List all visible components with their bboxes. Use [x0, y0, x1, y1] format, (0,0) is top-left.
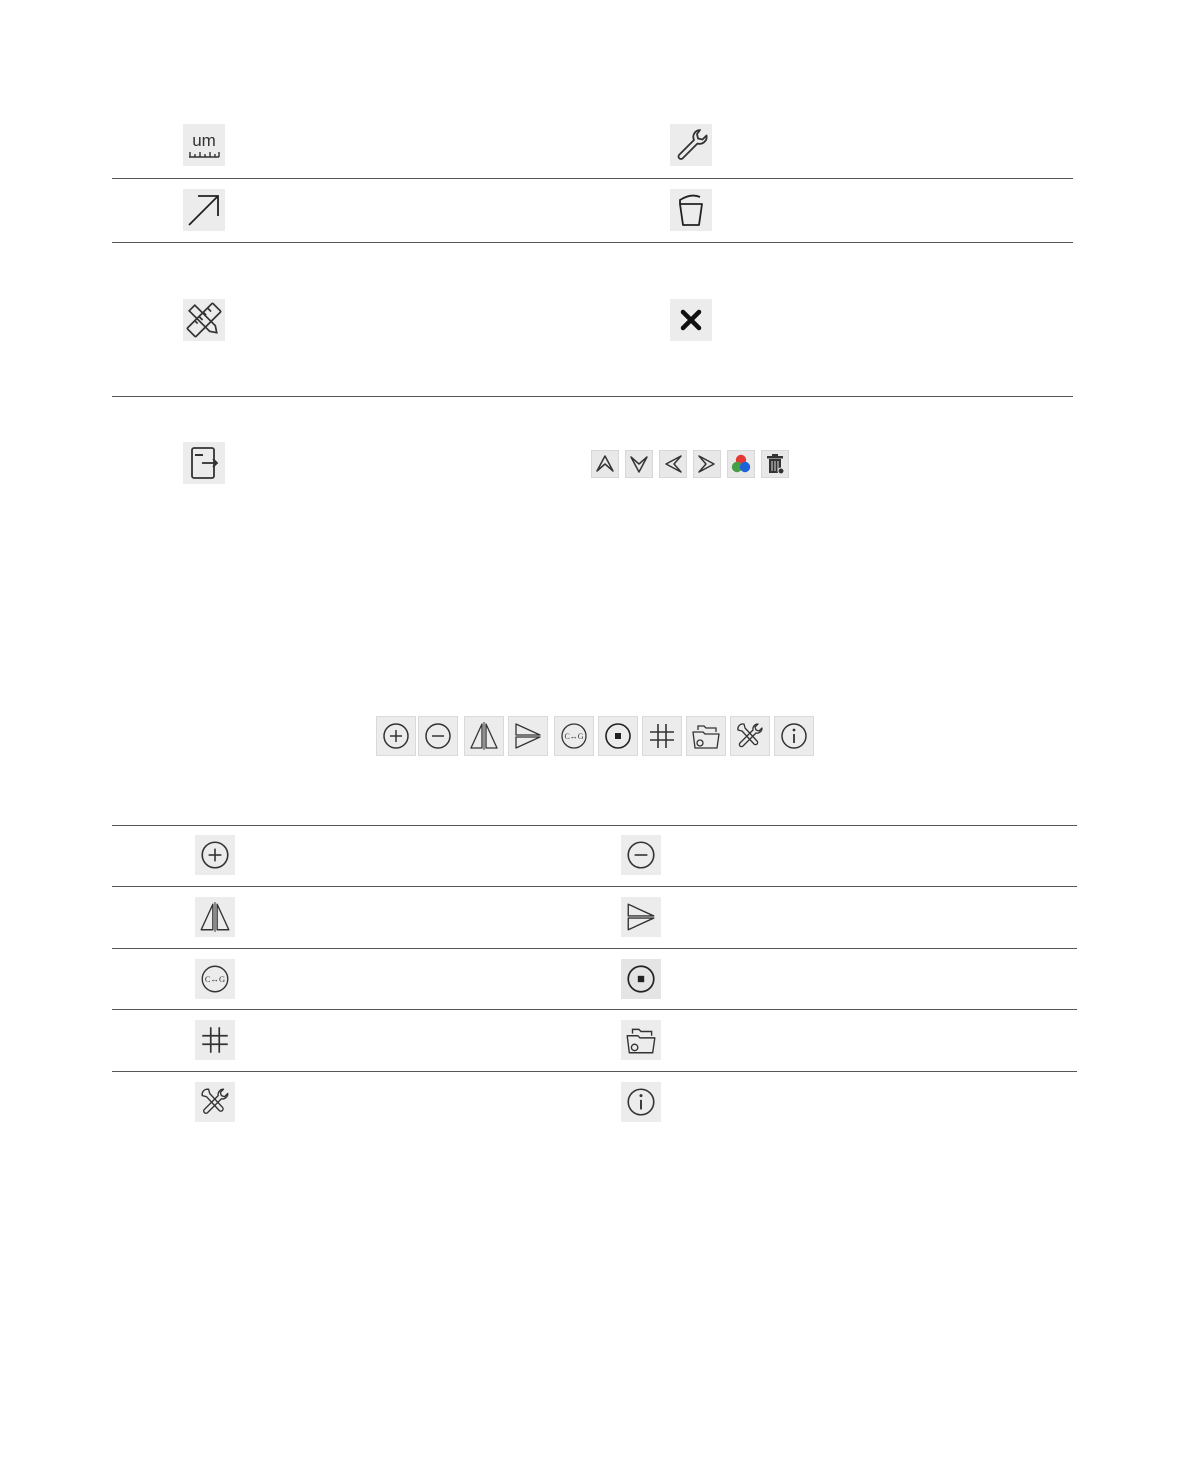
grid-button[interactable] — [195, 1020, 235, 1060]
record-icon — [602, 720, 634, 752]
divider — [112, 886, 1077, 887]
ruler-pencil-icon — [183, 299, 225, 341]
flip-vertical-icon — [512, 720, 544, 752]
grid-icon — [198, 1023, 232, 1057]
info-button[interactable] — [621, 1082, 661, 1122]
folder-button[interactable] — [686, 716, 726, 756]
arrow-right-icon — [694, 451, 720, 477]
record-button[interactable] — [598, 716, 638, 756]
wrench-icon — [670, 124, 712, 166]
divider — [112, 396, 1073, 397]
convert-button[interactable] — [554, 716, 594, 756]
zoom-in-button[interactable] — [376, 716, 416, 756]
flip-vertical-button[interactable] — [508, 716, 548, 756]
convert-icon — [198, 962, 232, 996]
small-toolbar — [591, 450, 793, 478]
um-ruler-button[interactable] — [183, 124, 225, 166]
flip-horizontal-icon — [468, 720, 500, 752]
grid-button[interactable] — [642, 716, 682, 756]
zoom-in-button[interactable] — [195, 835, 235, 875]
divider — [112, 1009, 1077, 1010]
flip-horizontal-button[interactable] — [195, 897, 235, 937]
zoom-in-icon — [380, 720, 412, 752]
tools-button[interactable] — [730, 716, 770, 756]
bottom-icon-table — [0, 800, 1191, 1140]
divider — [112, 1071, 1077, 1072]
trash-icon — [762, 451, 788, 477]
divider — [112, 948, 1077, 949]
record-icon — [624, 962, 658, 996]
zoom-out-button[interactable] — [418, 716, 458, 756]
arrow-tool-button[interactable] — [183, 189, 225, 231]
arrow-up-button[interactable] — [591, 450, 619, 478]
bucket-button[interactable] — [670, 189, 712, 231]
arrow-down-button[interactable] — [625, 450, 653, 478]
flip-vertical-button[interactable] — [621, 897, 661, 937]
tools-icon — [734, 720, 766, 752]
rgb-color-icon — [728, 451, 754, 477]
arrow-left-button[interactable] — [659, 450, 687, 478]
close-button[interactable] — [670, 299, 712, 341]
close-icon — [670, 299, 712, 341]
rgb-color-button[interactable] — [727, 450, 755, 478]
flip-horizontal-button[interactable] — [464, 716, 504, 756]
trash-button[interactable] — [761, 450, 789, 478]
zoom-out-icon — [422, 720, 454, 752]
arrow-left-icon — [660, 451, 686, 477]
um-label: um — [192, 131, 216, 150]
convert-button[interactable] — [195, 959, 235, 999]
zoom-in-icon — [198, 838, 232, 872]
arrow-right-button[interactable] — [693, 450, 721, 478]
top-icon-table — [0, 0, 1191, 500]
convert-label: C↔G — [564, 732, 584, 741]
zoom-out-icon — [624, 838, 658, 872]
arrow-up-icon — [592, 451, 618, 477]
record-button[interactable] — [621, 959, 661, 999]
export-button[interactable] — [183, 442, 225, 484]
arrow-down-icon — [626, 451, 652, 477]
tools-button[interactable] — [195, 1082, 235, 1122]
bucket-icon — [670, 189, 712, 231]
folder-icon — [624, 1023, 658, 1057]
folder-button[interactable] — [621, 1020, 661, 1060]
tools-icon — [198, 1085, 232, 1119]
grid-icon — [646, 720, 678, 752]
flip-vertical-icon — [624, 900, 658, 934]
folder-icon — [690, 720, 722, 752]
arrow-up-right-icon — [183, 189, 225, 231]
divider — [112, 242, 1073, 243]
um-ruler-icon — [183, 124, 225, 166]
flip-horizontal-icon — [198, 900, 232, 934]
main-toolbar — [376, 716, 816, 756]
ruler-pencil-button[interactable] — [183, 299, 225, 341]
export-icon — [183, 442, 225, 484]
info-button[interactable] — [774, 716, 814, 756]
divider — [112, 825, 1077, 826]
convert-label: C↔G — [204, 974, 226, 985]
info-icon — [778, 720, 810, 752]
info-icon — [624, 1085, 658, 1119]
convert-icon — [558, 720, 590, 752]
zoom-out-button[interactable] — [621, 835, 661, 875]
divider — [112, 178, 1073, 179]
wrench-button[interactable] — [670, 124, 712, 166]
